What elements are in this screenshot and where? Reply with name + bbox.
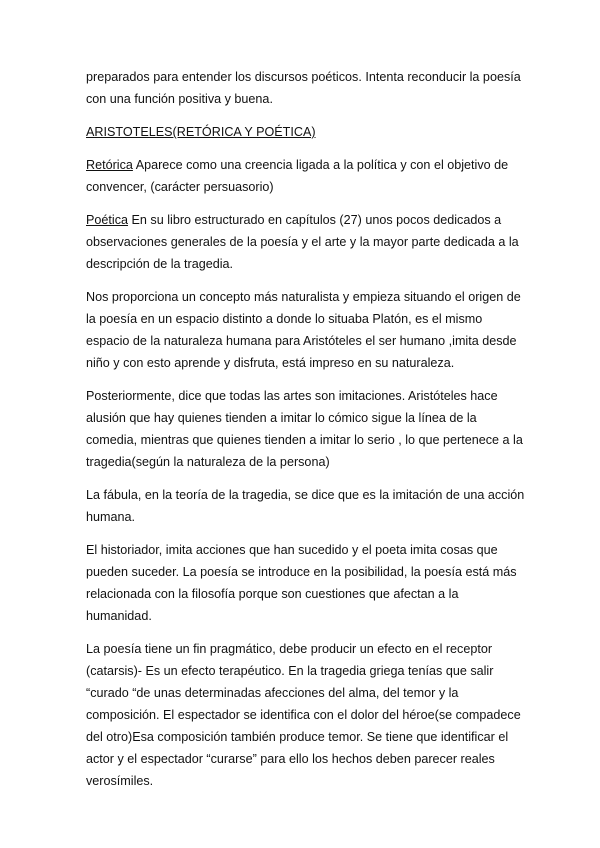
retorica-paragraph	[86, 154, 526, 198]
poetica-term: Poética	[86, 213, 129, 227]
retorica-text: Aparece como una creencia ligada a la política y con el objetivo de convencer, (carácter persuasorio)	[86, 158, 509, 194]
intro-paragraph: preparados para entender los discursos poéticos. Intenta reconducir la poesía con una función positiva y buena.	[86, 70, 521, 106]
document-page	[86, 66, 526, 803]
poetica-text: En su libro estructurado en capítulos (27) unos pocos dedicados a observaciones generales de la poesía y el arte y la mayor parte dedicada a la descripción de la tragedia.	[86, 213, 519, 271]
section-heading: ARISTOTELES(RETÓRICA Y POÉTICA)	[86, 125, 316, 139]
paragraph-fabula: La fábula, en la teoría de la tragedia, se dice que es la imitación de una acción humana.	[86, 488, 525, 524]
paragraph-naturalista: Nos proporciona un concepto más naturalista y empieza situando el origen de la poesía en un espacio distinto a donde lo situaba Platón, es el mismo espacio de la naturaleza humana para Aristóteles el ser humano ,imita desde niño y con esto aprende y disfruta, está impreso en su naturaleza.	[86, 290, 521, 370]
paragraph-imitaciones: Posteriormente, dice que todas las artes son imitaciones. Aristóteles hace alusión que hay quienes tienden a imitar lo cómico sigue la línea de la comedia, mientras que quienes tienden a imitar lo serio , lo que pertenece a la tragedia(según la naturaleza de la persona)	[86, 389, 523, 469]
paragraph-catarsis: La poesía tiene un fin pragmático, debe producir un efecto en el receptor (catarsis)- Es un efecto terapéutico. En la tragedia griega tenías que salir “curado “de unas determinadas afecciones del alma, del temor y la composición. El espectador se identifica con el dolor del héroe(se compadece del otro)Esa composición también produce temor. Se tiene que identificar el actor y el espectador “curarse” para ello los hechos deben parecer reales verosímiles.	[86, 642, 521, 788]
retorica-term: Retórica	[86, 158, 133, 172]
paragraph-historiador: El historiador, imita acciones que han sucedido y el poeta imita cosas que pueden suceder. La poesía se introduce en la posibilidad, la poesía está más relacionada con la filosofía porque son cuestiones que afectan a la humanidad.	[86, 543, 517, 623]
poetica-paragraph	[86, 209, 526, 275]
